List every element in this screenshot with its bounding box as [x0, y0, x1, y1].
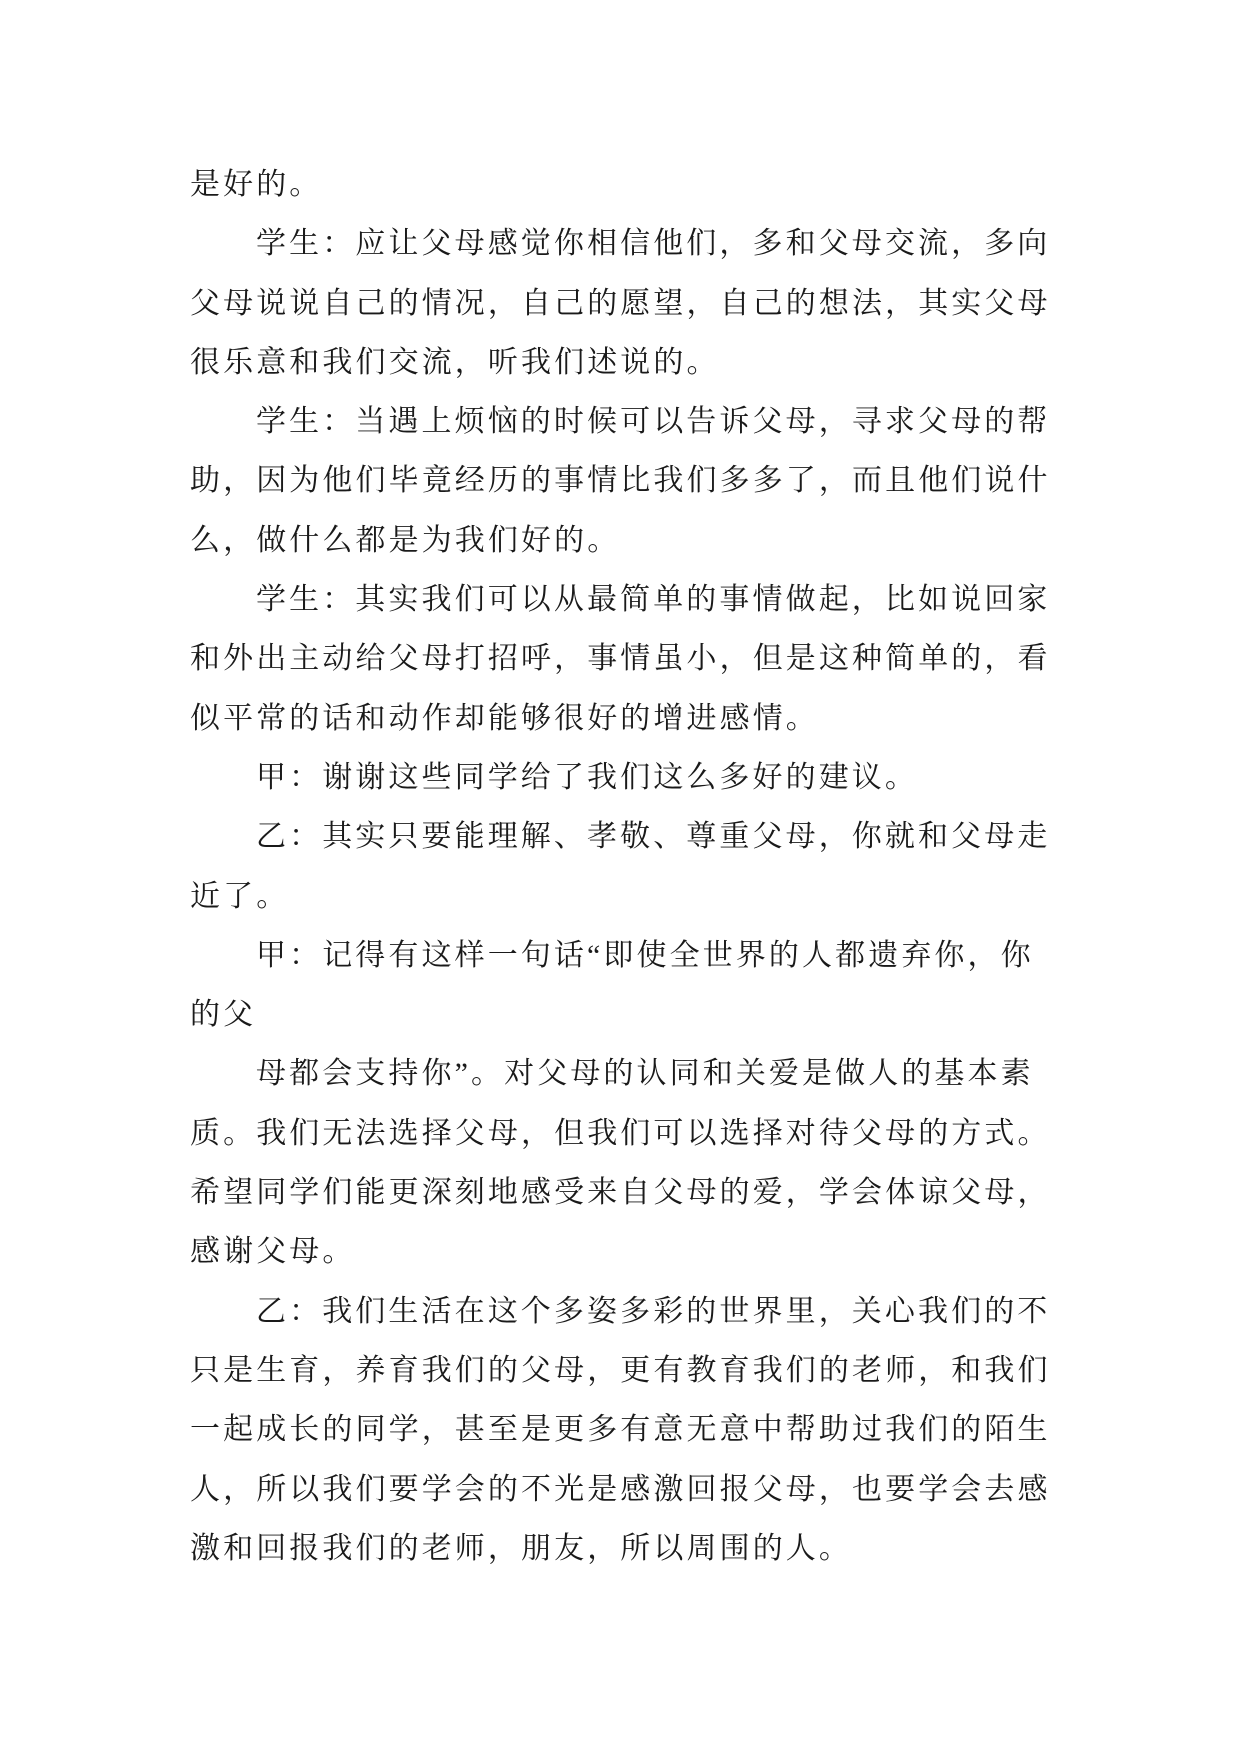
text-line: 是好的。: [190, 168, 323, 201]
text-line: 学生：当遇上烦恼的时候可以告诉父母，寻求父母的帮: [256, 405, 1051, 439]
text-line: 助，因为他们毕竟经历的事情比我们多多了，而且他们说什: [190, 464, 1051, 498]
text-line: 希望同学们能更深刻地感受来自父母的爱，学会体谅父母，: [190, 1176, 1051, 1210]
text-line: 父母说说自己的情况，自己的愿望，自己的想法，其实父母: [190, 286, 1051, 320]
text-line: 乙：其实只要能理解、孝敬、尊重父母，你就和父母走: [256, 820, 1051, 854]
text-line: 的父: [190, 998, 257, 1032]
text-line: 甲：谢谢这些同学给了我们这么多好的建议。: [256, 760, 918, 794]
text-line: 甲：记得有这样一句话“即使全世界的人都遗弃你，你: [256, 938, 1034, 972]
text-line: 似平常的话和动作却能够很好的增进感情。: [190, 701, 819, 735]
text-line: 学生：其实我们可以从最简单的事情做起，比如说回家: [256, 583, 1051, 617]
text-line: 和外出主动给父母打招呼，事情虽小，但是这种简单的，看: [190, 642, 1051, 676]
text-line: 激和回报我们的老师，朋友，所以周围的人。: [190, 1531, 852, 1565]
document-body: [190, 155, 1060, 1578]
text-line: 感谢父母。: [190, 1235, 356, 1269]
text-line: 近了。: [190, 879, 290, 913]
text-line: 学生：应让父母感觉你相信他们，多和父母交流，多向: [256, 227, 1051, 261]
text-line: 乙：我们生活在这个多姿多彩的世界里，关心我们的不: [256, 1294, 1051, 1328]
text-line: 母都会支持你”。对父母的认同和关爱是做人的基本素: [256, 1057, 1034, 1091]
text-line: 只是生育，养育我们的父母，更有教育我们的老师，和我们: [190, 1353, 1051, 1387]
text-line: 质。我们无法选择父母，但我们可以选择对待父母的方式。: [190, 1116, 1051, 1150]
text-line: 人，所以我们要学会的不光是感激回报父母，也要学会去感: [190, 1472, 1051, 1506]
text-line: 一起成长的同学，甚至是更多有意无意中帮助过我们的陌生: [190, 1413, 1051, 1447]
text-line: 么，做什么都是为我们好的。: [190, 523, 621, 557]
text-line: 很乐意和我们交流，听我们述说的。: [190, 345, 720, 379]
